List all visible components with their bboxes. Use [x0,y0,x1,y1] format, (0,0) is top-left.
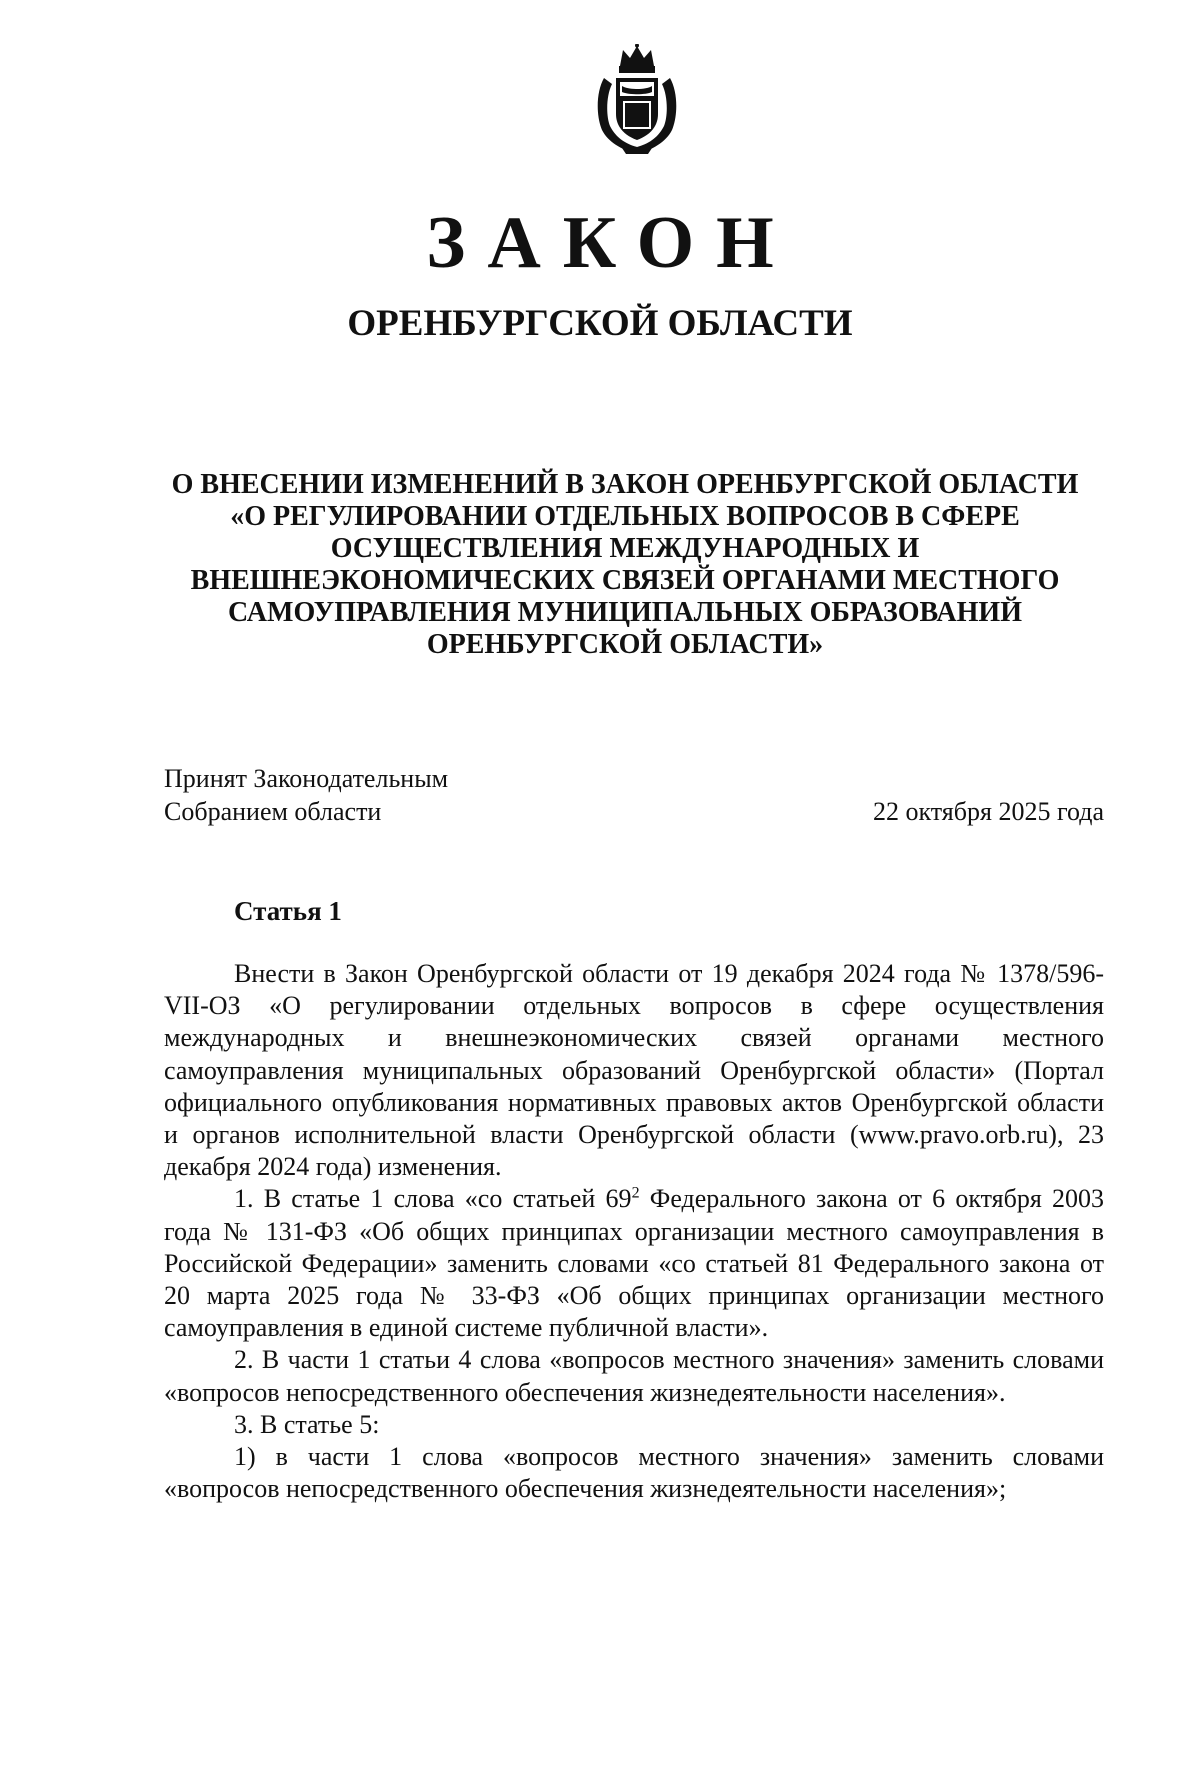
article-body [164,958,1104,1505]
subject-line: ВНЕШНЕЭКОНОМИЧЕСКИХ СВЯЗЕЙ ОРГАНАМИ МЕСТНОГО [190,565,1060,596]
adoption-line: Принят Законодательным [164,764,449,793]
article-heading: Статья 1 [234,896,342,926]
article-paragraph [164,1183,1104,1344]
article-paragraph: Внести в Закон Оренбургской области от 19 декабря 2024 года № 1378/596-VII-ОЗ «О регулировании отдельных вопросов в сфере осуществления международных и внешнеэкономических связей органами местного самоуправления муниципальных образований Оренбургской области» (Портал официального опубликования нормативных правовых актов Оренбургской области и органов исполнительной власти Оренбургской области (www.pravo.orb.ru), 23 декабря 2024 года) изменения. [164,959,1104,1182]
subject-line: САМОУПРАВЛЕНИЯ МУНИЦИПАЛЬНЫХ ОБРАЗОВАНИЙ [227,597,1022,628]
superscript: 2 [631,1184,640,1202]
subject-line: О ВНЕСЕНИИ ИЗМЕНЕНИЙ В ЗАКОН ОРЕНБУРГСКОЙ ОБЛАСТИ [171,469,1079,500]
article-paragraph: 2. В части 1 статьи 4 слова «вопросов местного значения» заменить словами «вопросов непосредственного обеспечения жизнедеятельности населения». [164,1345,1104,1407]
region-name: ОРЕНБУРГСКОЙ ОБЛАСТИ [347,303,853,344]
law-title: ЗАКОН [426,202,796,284]
adoption-body [164,762,448,828]
paragraph-text: 1. В статье 1 слова «со статьей 69 [234,1184,632,1214]
law-subject [160,469,1090,661]
article-paragraph: 3. В статье 5: [234,1409,380,1439]
subject-line: «О РЕГУЛИРОВАНИИ ОТДЕЛЬНЫХ ВОПРОСОВ В СФЕРЕ [230,501,1020,532]
adoption-date: 22 октября 2025 года [873,797,1104,826]
paragraph-text: Федерального закона от 6 октября 2003 года № 131-ФЗ «Об общих принципах организации местного самоуправления в Российской Федерации» заменить словами «со статьей 81 Федерального закона от 20 марта 2025 года № 33-ФЗ «Об общих принципах организации местного самоуправления в единой системе публичной власти». [164,1184,1104,1343]
subject-line: ОРЕНБУРГСКОЙ ОБЛАСТИ» [426,629,824,660]
coat-of-arms-icon [592,44,682,156]
subject-line: ОСУЩЕСТВЛЕНИЯ МЕЖДУНАРОДНЫХ И [330,533,920,564]
article-paragraph: 1) в части 1 слова «вопросов местного значения» заменить словами «вопросов непосредственного обеспечения жизнедеятельности населения»; [164,1442,1104,1504]
adoption-line: Собранием области [164,797,382,826]
